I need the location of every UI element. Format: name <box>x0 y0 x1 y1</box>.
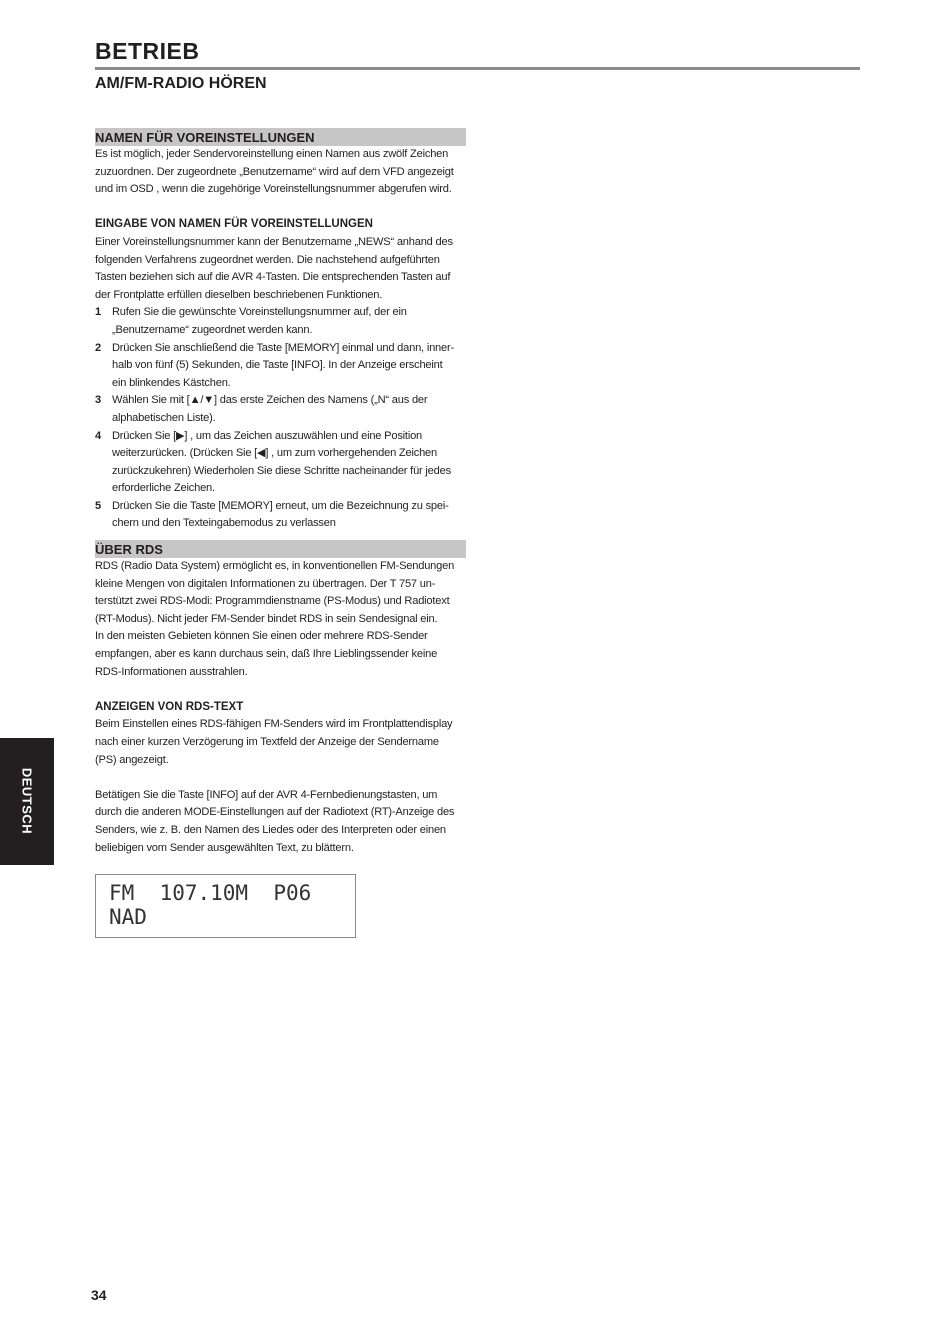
text-line: Tasten beziehen sich auf die AVR 4-Tasten. Die entsprechenden Tasten auf <box>95 271 451 284</box>
language-tab-label: DEUTSCH <box>19 767 35 835</box>
step-5 <box>95 498 466 533</box>
text-line: (RT-Modus). Nicht jeder FM-Sender bindet RDS in sein Sendesignal ein. <box>95 612 438 625</box>
text-line: chern und den Texteingabemodus zu verlassen <box>112 517 336 530</box>
subheading-preset-names: EINGABE VON NAMEN FÜR VOREINSTELLUNGEN <box>95 218 373 231</box>
step-number: 1 <box>95 306 102 319</box>
step-number: 2 <box>95 341 102 354</box>
step-text <box>112 392 466 427</box>
rds-body <box>95 558 466 681</box>
step-number: 4 <box>95 429 102 442</box>
text-line: Senders, wie z. B. den Namen des Liedes oder des Interpreten oder einen <box>95 823 446 836</box>
text-line: terstützt zwei RDS-Modi: Programmdienstname (PS-Modus) und Radiotext <box>95 595 450 608</box>
text-line: nach einer kurzen Verzögerung im Textfeld der Anzeige der Sendername <box>95 736 439 748</box>
section-header-rds: ÜBER RDS <box>95 540 466 558</box>
section-header-presets: NAMEN FÜR VOREINSTELLUNGEN <box>95 128 466 146</box>
step-4 <box>95 428 466 498</box>
display-line-2: NAD <box>109 905 147 930</box>
text-line: „Benutzername“ zugeordnet werden kann. <box>112 323 313 336</box>
step-2 <box>95 340 466 393</box>
text-line: Rufen Sie die gewünschte Voreinstellungsnummer auf, der ein <box>112 306 407 319</box>
text-line: ein blinkendes Kästchen. <box>112 376 231 389</box>
presets-body <box>95 234 466 304</box>
text-line: zuzuordnen. Der zugeordnete „Benutzername“ wird auf dem VFD angezeigt <box>95 165 454 178</box>
text-line: und im OSD , wenn die zugehörige Voreinstellungsnummer abgerufen wird. <box>95 183 452 196</box>
text-line: zurückzukehren) Wiederholen Sie diese Schritte nacheinander für jedes <box>112 464 451 477</box>
step-text <box>112 340 466 393</box>
page-number: 34 <box>91 1287 107 1303</box>
subheading-rds-text: ANZEIGEN VON RDS-TEXT <box>95 700 244 713</box>
page-subtitle: AM/FM-RADIO HÖREN <box>95 75 267 92</box>
text-line: (PS) angezeigt. <box>95 753 169 766</box>
content-column <box>95 128 466 938</box>
text-line: Drücken Sie anschließend die Taste [MEMORY] einmal und dann, inner- <box>112 341 454 354</box>
text-line: Einer Voreinstellungsnummer kann der Benutzername „NEWS“ anhand des <box>95 235 453 248</box>
page-title: BETRIEB <box>95 38 200 64</box>
step-text <box>112 304 466 339</box>
step-number: 5 <box>95 499 102 512</box>
display-line-1: FM 107.10M P06 <box>109 881 312 906</box>
text-line: der Frontplatte erfüllen dieselben beschriebenen Funktionen. <box>95 288 383 301</box>
text-line: Wählen Sie mit [▲/▼] das erste Zeichen des Namens („N“ aus der <box>112 394 428 407</box>
step-text <box>112 428 466 498</box>
text-line: beliebigen vom Sender ausgewählten Text, zu blättern. <box>95 841 354 854</box>
language-tab <box>0 738 54 865</box>
text-line: durch die anderen MODE-Einstellungen auf der Radiotext (RT)-Anzeige des <box>95 806 455 819</box>
text-line: Betätigen Sie die Taste [INFO] auf der AVR 4-Fernbedienungstasten, um <box>95 788 438 801</box>
presets-intro <box>95 146 466 199</box>
step-text <box>112 498 466 533</box>
text-line: Drücken Sie [▶] , um das Zeichen auszuwählen und eine Position <box>112 429 423 442</box>
text-line: empfangen, aber es kann durchaus sein, daß Ihre Lieblingssender keine <box>95 648 438 661</box>
text-line: In den meisten Gebieten können Sie einen oder mehrere RDS-Sender <box>95 630 428 643</box>
text-line: alphabetischen Liste). <box>112 411 216 424</box>
text-line: RDS-Informationen ausstrahlen. <box>95 665 248 678</box>
rds-body-2 <box>95 716 466 769</box>
text-line: weiterzurücken. (Drücken Sie [◀] , um zum vorhergehenden Zeichen <box>112 447 438 460</box>
step-3 <box>95 392 466 427</box>
step-1 <box>95 304 466 339</box>
text-line: folgenden Verfahrens zugeordnet werden. Die nachstehend aufgeführten <box>95 253 440 266</box>
text-line: kleine Mengen von digitalen Informationen zu übertragen. Der T 757 un- <box>95 577 436 590</box>
text-line: Es ist möglich, jeder Sendervoreinstellung einen Namen aus zwölf Zeichen <box>95 148 449 160</box>
text-line: Drücken Sie die Taste [MEMORY] erneut, um die Bezeichnung zu spei- <box>112 499 449 512</box>
step-number: 3 <box>95 394 102 407</box>
title-rule <box>95 67 860 70</box>
rds-body-3 <box>95 787 466 857</box>
text-line: erforderliche Zeichen. <box>112 482 215 495</box>
front-panel-display <box>95 874 356 938</box>
text-line: Beim Einstellen eines RDS-fähigen FM-Senders wird im Frontplattendisplay <box>95 718 453 731</box>
text-line: halb von fünf (5) Sekunden, die Taste [INFO]. In der Anzeige erscheint <box>112 359 443 372</box>
text-line: RDS (Radio Data System) ermöglicht es, in konventionellen FM-Sendungen <box>95 560 455 573</box>
